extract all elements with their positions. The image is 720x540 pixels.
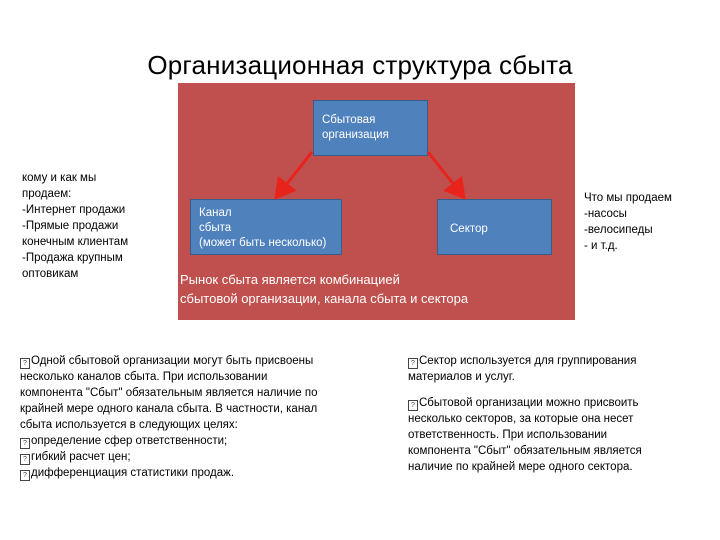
market-caption-line: сбытовой организации, канала сбыта и сектора xyxy=(180,291,469,306)
bullet-icon: ? xyxy=(20,454,30,465)
channel-description xyxy=(20,353,360,481)
purpose-list-item: ? определение сфер ответственности; xyxy=(20,433,360,449)
bullet-icon: ? xyxy=(20,358,30,369)
sector-description xyxy=(408,353,683,475)
left-text-line: продаем: xyxy=(22,188,72,200)
sales-organization-box xyxy=(313,100,428,156)
box-org-line: Сбытовая xyxy=(322,114,376,126)
box-channel-line: сбыта xyxy=(199,222,232,234)
sector-box xyxy=(437,199,552,255)
left-text-line: кому и как мы xyxy=(22,172,97,184)
right-text-line: Что мы продаем xyxy=(584,192,672,204)
box-org-line: организация xyxy=(322,129,389,141)
purpose-list-item: ? дифференциация статистики продаж. xyxy=(20,465,360,481)
box-channel-line: (может быть несколько) xyxy=(199,237,327,249)
description-line: несколько секторов, за которые она несет xyxy=(408,413,634,425)
purpose-list-item: ? гибкий расчет цен; xyxy=(20,449,360,465)
sales-channel-box xyxy=(190,199,342,255)
bullet-icon: ? xyxy=(408,358,418,369)
market-caption xyxy=(180,270,575,308)
bullet-icon: ? xyxy=(408,400,418,411)
left-text-line: оптовикам xyxy=(22,268,79,280)
bullet-icon: ? xyxy=(20,438,30,449)
description-line: наличие по крайней мере одного сектора. xyxy=(408,461,633,473)
right-text-line: - и т.д. xyxy=(584,240,618,252)
bullet-icon: ? xyxy=(20,470,30,481)
box-sector-label: Сектор xyxy=(450,223,488,235)
description-line: ответственность. При использовании xyxy=(408,429,608,441)
who-and-how-text xyxy=(22,170,172,282)
box-channel-line: Канал xyxy=(199,207,232,219)
description-line: сбыта используется в следующих целях: xyxy=(20,419,238,431)
description-line: ? Одной сбытовой организации могут быть присвоены xyxy=(20,353,360,369)
description-line: несколько каналов сбыта. При использовании xyxy=(20,371,268,383)
left-text-line: -Интернет продажи xyxy=(22,204,126,216)
description-line: компонента "Сбыт" обязательным является наличие по xyxy=(20,387,318,399)
left-text-line: -Прямые продажи xyxy=(22,220,119,232)
description-line: компонента "Сбыт" обязательным является xyxy=(408,445,642,457)
right-text-line: -велосипеды xyxy=(584,224,653,236)
page-title: Организационная структура сбыта xyxy=(147,50,573,80)
description-line: крайней мере одного канала сбыта. В частности, канал xyxy=(20,403,318,415)
market-caption-line: Рынок сбыта является комбинацией xyxy=(180,272,400,287)
left-text-line: -Продажа крупным xyxy=(22,252,123,264)
description-line: ? Сбытовой организации можно присвоить xyxy=(408,395,683,411)
left-text-line: конечным клиентам xyxy=(22,236,129,248)
description-line: ? Сектор используется для группирования xyxy=(408,353,683,369)
what-we-sell-text xyxy=(584,190,714,254)
right-text-line: -насосы xyxy=(584,208,627,220)
description-line: материалов и услуг. xyxy=(408,371,515,383)
